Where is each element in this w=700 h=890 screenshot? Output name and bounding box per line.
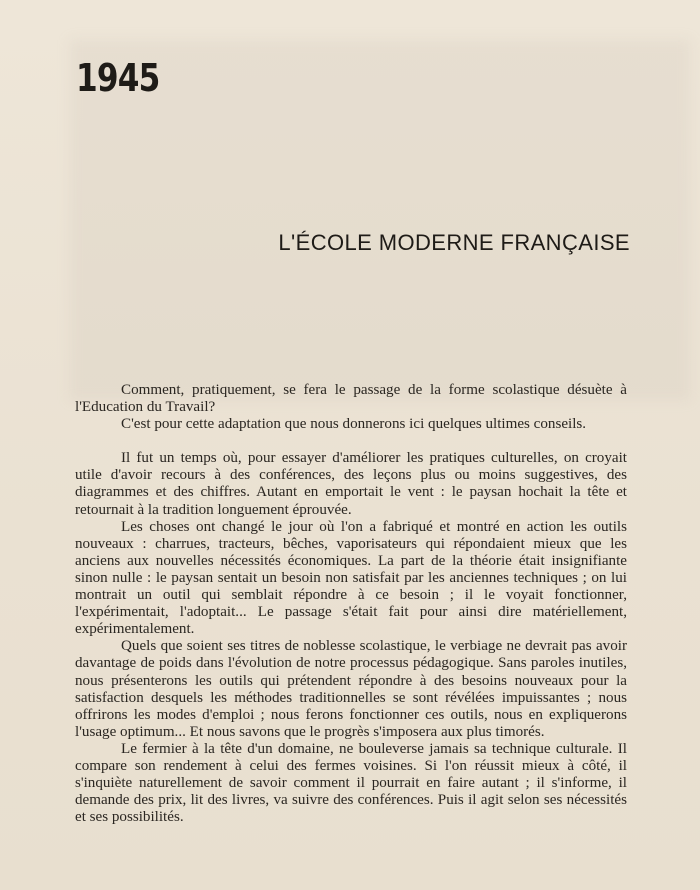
show-through-shadow bbox=[70, 40, 690, 400]
chapter-title: L'ÉCOLE MODERNE FRANÇAISE bbox=[278, 230, 630, 255]
paragraph: Les choses ont changé le jour où l'on a fabriqué et montré en action les outils nouveaux : charrues, tracteurs, bêches, vaporisateurs qui répondaient mieux que les anciens aux nouvelles nécessités économiques. La part de la théorie était insignifiante sinon nulle : le paysan sentait un besoin non satisfait par les anciennes techniques ; on lui montrait un outil qui semblait répondre à ce besoin ; il le voyait fonctionner, l'expérimentait, l'adoptait... Le passage s'était fait pour ainsi dire matériellement, expérimentalement. bbox=[75, 518, 627, 638]
body-text bbox=[75, 382, 627, 826]
paragraph: Comment, pratiquement, se fera le passage de la forme scolastique désuète à l'Education du Travail? bbox=[75, 382, 627, 416]
paragraph: Le fermier à la tête d'un domaine, ne bouleverse jamais sa technique culturale. Il compare son rendement à celui des fermes voisines. Si l'on réussit mieux à côté, il s'inquiète naturellement de savoir comment il pourrait en faire autant ; il s'informe, il demande des prix, lit des livres, va suivre des conférences. Puis il agit selon ses nécessités et ses possibilités. bbox=[75, 740, 627, 826]
chapter-year: 1945 bbox=[76, 56, 160, 100]
paragraph: C'est pour cette adaptation que nous donnerons ici quelques ultimes conseils. bbox=[121, 416, 587, 433]
paragraph: Quels que soient ses titres de noblesse scolastique, le verbiage ne devrait pas avoir davantage de poids dans l'évolution de notre processus pédagogique. Sans paroles inutiles, nous présenterons les outils qui prétendent répondre à des besoins nouveaux pour la satisfaction desquels les méthodes traditionnelles se sont révélées impuissantes ; nous offrirons les modes d'emploi ; nous ferons fonctionner ces outils, nous en expliquerons l'usage optimum... Et nous savons que le progrès s'imposera aux plus timorés. bbox=[75, 638, 627, 740]
paragraph: Il fut un temps où, pour essayer d'améliorer les pratiques culturelles, on croyait utile d'avoir recours à des conférences, des leçons plus ou moins suggestives, des diagrammes et des chiffres. Autant en emportait le vent : le paysan hochait la tête et retournait à la tradition longuement éprouvée. bbox=[75, 450, 627, 518]
